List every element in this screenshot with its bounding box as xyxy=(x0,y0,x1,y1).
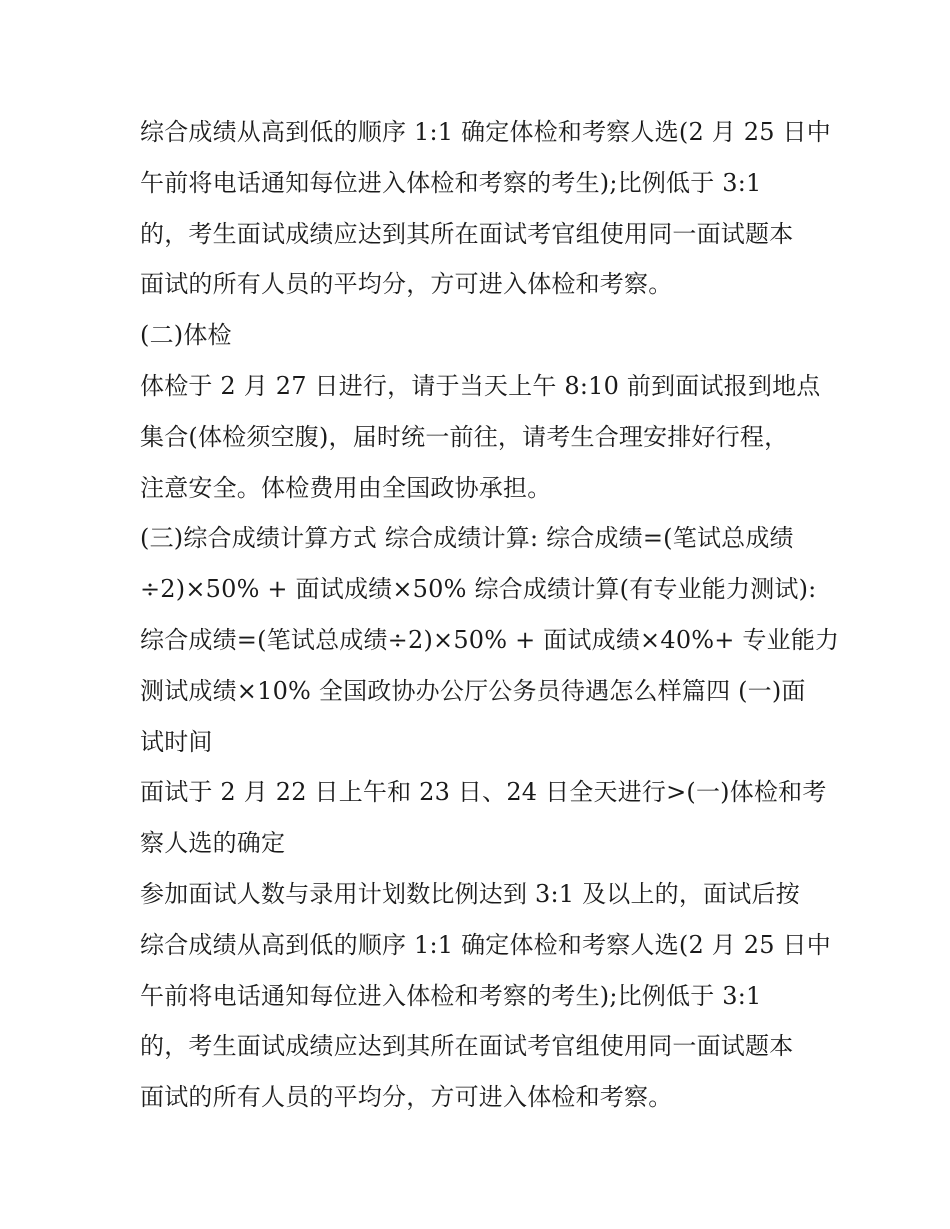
text-line: 察人选的确定 xyxy=(140,829,286,858)
text-line: (三)综合成绩计算方式 综合成绩计算: 综合成绩=(笔试总成绩 xyxy=(140,524,794,553)
document-body xyxy=(140,107,840,1123)
text-line: ÷2)×50% + 面试成绩×50% 综合成绩计算(有专业能力测试): xyxy=(140,575,817,604)
text-line: 参加面试人数与录用计划数比例达到 3:1 及以上的，面试后按 xyxy=(140,879,800,908)
text-line: 面试的所有人员的平均分，方可进入体检和考察。 xyxy=(140,270,673,299)
text-line: 综合成绩=(笔试总成绩÷2)×50% + 面试成绩×40%+ 专业能力 xyxy=(140,625,840,654)
text-line: 体检于 2 月 27 日进行，请于当天上午 8:10 前到面试报到地点 xyxy=(140,371,821,400)
text-line: 测试成绩×10% 全国政协办公厅公务员待遇怎么样篇四 (一)面 xyxy=(140,676,806,705)
text-line: 试时间 xyxy=(140,727,213,756)
text-line: 面试于 2 月 22 日上午和 23 日、24 日全天进行>(一)体检和考 xyxy=(140,778,827,807)
text-line: 午前将电话通知每位进入体检和考察的考生);比例低于 3:1 xyxy=(140,981,762,1010)
text-line: 面试的所有人员的平均分，方可进入体检和考察。 xyxy=(140,1083,673,1112)
text-line: 的，考生面试成绩应达到其所在面试考官组使用同一面试题本 xyxy=(140,1032,794,1061)
text-line: 午前将电话通知每位进入体检和考察的考生);比例低于 3:1 xyxy=(140,168,762,197)
text-line: 注意安全。体检费用由全国政协承担。 xyxy=(140,473,552,502)
text-line: 综合成绩从高到低的顺序 1:1 确定体检和考察人选(2 月 25 日中 xyxy=(140,118,831,146)
text-line: 综合成绩从高到低的顺序 1:1 确定体检和考察人选(2 月 25 日中 xyxy=(140,930,831,959)
text-line: 的，考生面试成绩应达到其所在面试考官组使用同一面试题本 xyxy=(140,219,794,248)
text-line: 集合(体检须空腹)，届时统一前往，请考生合理安排好行程， xyxy=(140,422,789,451)
section-heading: (二)体检 xyxy=(140,321,232,350)
